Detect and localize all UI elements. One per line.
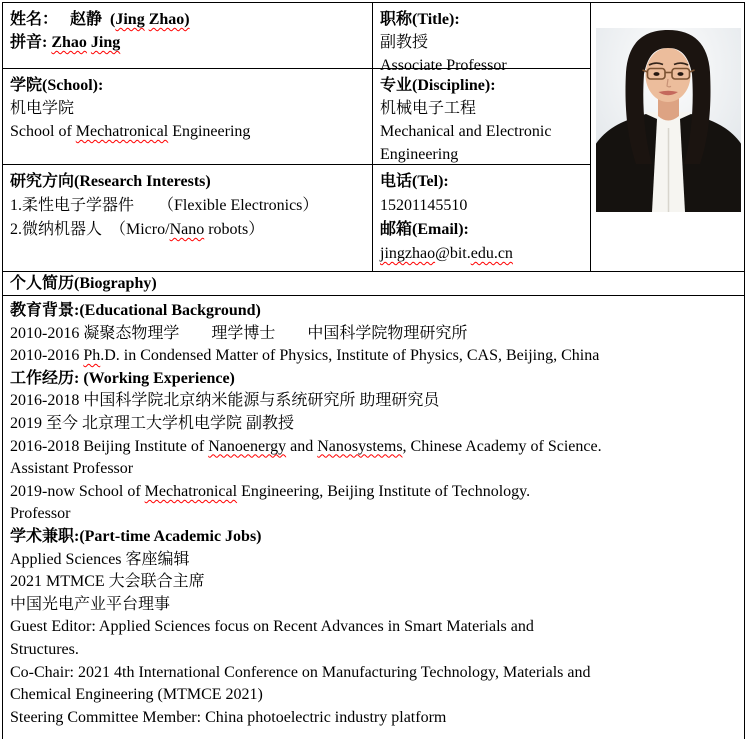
- text-line: [10, 390, 738, 413]
- text-line: [10, 436, 738, 459]
- name-cell: [3, 3, 373, 69]
- text-run: 2016-2018 中国科学院北京纳米能源与系统研究所 助理研究员: [10, 392, 440, 410]
- text-line: [10, 526, 738, 549]
- spellcheck-flagged-text: Mechatronical: [144, 482, 238, 500]
- research-interests-cell: [3, 165, 373, 272]
- biography-content-cell: [3, 296, 744, 739]
- spellcheck-flagged-text: Nanoenergy: [208, 437, 287, 455]
- text-run: Professor: [10, 505, 71, 523]
- text-run: 邮箱(Email):: [380, 221, 469, 238]
- text-line: [10, 273, 738, 294]
- text-run: and: [286, 437, 318, 455]
- text-line: [380, 218, 584, 242]
- text-line: [10, 639, 738, 662]
- eye-left: [654, 72, 660, 76]
- text-run: Applied Sciences 客座编辑: [10, 550, 190, 568]
- text-run: 姓名： 赵静 (: [10, 11, 116, 28]
- text-line: [10, 74, 366, 97]
- text-run: 2019 至今 北京理工大学机电学院 副教授: [10, 414, 295, 432]
- text-run: Steering Committee Member: China photoelectric industry platform: [10, 708, 447, 726]
- text-line: [380, 8, 584, 31]
- text-line: [10, 684, 738, 707]
- text-run: 2010-2016 凝聚态物理学 理学博士 中国科学院物理研究所: [10, 324, 468, 342]
- text-line: [10, 194, 366, 218]
- text-line: [10, 662, 738, 685]
- text-run: Chemical Engineering (MTMCE 2021): [10, 686, 263, 704]
- text-run: 2.微纳机器人 （Micro/: [10, 221, 170, 238]
- text-line: [10, 8, 366, 31]
- text-run: Guest Editor: Applied Sciences focus on Recent Advances in Smart Materials and: [10, 618, 534, 636]
- text-run: 机械电子工程: [380, 100, 477, 117]
- text-line: [10, 323, 738, 346]
- text-line: [10, 481, 738, 504]
- text-run: 机电学院: [10, 100, 75, 117]
- text-run: 拼音:: [10, 34, 52, 51]
- text-run: 2021 MTMCE 大会联合主席: [10, 573, 205, 591]
- text-run: , Chinese Academy of Science.: [402, 437, 602, 455]
- school-cell: [3, 69, 373, 165]
- text-line: [10, 549, 738, 572]
- text-line: [10, 571, 738, 594]
- title-cell: [373, 3, 591, 74]
- spellcheck-flagged-text: Jing: [90, 34, 121, 51]
- spellcheck-flagged-text: Ph: [83, 347, 101, 365]
- text-run: 学术兼职:(Part-time Academic Jobs): [10, 527, 262, 545]
- text-line: [10, 707, 738, 730]
- text-line: [10, 503, 738, 526]
- text-run: Engineering: [168, 123, 251, 140]
- contact-cell: [373, 165, 591, 272]
- text-run: 副教授: [380, 34, 429, 51]
- spellcheck-flagged-text: Mechatronical: [75, 123, 169, 140]
- eye-right: [678, 72, 684, 76]
- profile-table: [2, 2, 745, 739]
- text-line: [380, 74, 584, 97]
- portrait-photo: [596, 28, 741, 212]
- text-line: [380, 31, 584, 54]
- photo-cell: [591, 3, 744, 272]
- text-line: [380, 194, 584, 218]
- text-run: robots）: [204, 221, 265, 238]
- text-run: 电话(Tel):: [380, 173, 449, 190]
- text-run: Co-Chair: 2021 4th International Conference on Manufacturing Technology, Materials and: [10, 663, 591, 681]
- text-line: [10, 368, 738, 391]
- text-line: [10, 345, 738, 368]
- text-run: 2016-2018 Beijing Institute of: [10, 437, 209, 455]
- text-line: [10, 120, 366, 143]
- text-line: [10, 97, 366, 120]
- text-run: 研究方向(Research Interests): [10, 173, 211, 190]
- spellcheck-flagged-text: Zhao): [148, 11, 190, 28]
- text-run: 个人简历(Biography): [10, 275, 157, 292]
- text-line: [380, 242, 584, 266]
- text-line: [10, 458, 738, 481]
- text-run: 专业(Discipline):: [380, 77, 496, 94]
- text-run: .D. in Condensed Matter of Physics, Institute of Physics, CAS, Beijing, China: [100, 347, 600, 365]
- discipline-cell: [373, 69, 591, 165]
- text-run: Associate Professor: [380, 57, 507, 74]
- text-run: 1.柔性电子学器件 （Flexible Electronics）: [10, 197, 319, 214]
- text-run: 2019-now School of: [10, 482, 145, 500]
- text-run: 15201145510: [380, 197, 468, 214]
- spellcheck-flagged-text: Nanosystems: [317, 437, 403, 455]
- spellcheck-flagged-text: Zhao: [51, 34, 87, 51]
- spellcheck-flagged-text: jingzhao: [380, 245, 436, 262]
- text-line: [10, 594, 738, 617]
- text-line: [10, 218, 366, 242]
- text-line: [380, 143, 584, 166]
- text-run: 2010-2016: [10, 347, 84, 365]
- text-line: [10, 413, 738, 436]
- text-run: Assistant Professor: [10, 460, 134, 478]
- spellcheck-flagged-text: edu.cn: [470, 245, 513, 262]
- text-line: [10, 170, 366, 194]
- spellcheck-flagged-text: Nano: [169, 221, 205, 238]
- text-line: [10, 300, 738, 323]
- text-line: [380, 97, 584, 120]
- text-run: Mechanical and Electronic: [380, 123, 552, 140]
- spellcheck-flagged-text: Jing: [115, 11, 145, 28]
- text-line: [380, 170, 584, 194]
- text-run: 学院(School):: [10, 77, 104, 94]
- text-line: [10, 616, 738, 639]
- text-run: Structures.: [10, 640, 79, 658]
- text-line: [10, 31, 366, 54]
- text-run: 中国光电产业平台理事: [10, 595, 171, 613]
- text-run: School of: [10, 123, 76, 140]
- text-run: Engineering: [380, 146, 459, 163]
- text-line: [380, 120, 584, 143]
- text-run: 职称(Title):: [380, 11, 460, 28]
- biography-header-cell: [3, 272, 744, 296]
- text-run: 教育背景:(Educational Background): [10, 302, 261, 319]
- text-run: 工作经历: (Working Experience): [10, 369, 235, 387]
- text-run: Engineering, Beijing Institute of Technology.: [237, 482, 531, 500]
- text-run: @bit.: [435, 245, 471, 262]
